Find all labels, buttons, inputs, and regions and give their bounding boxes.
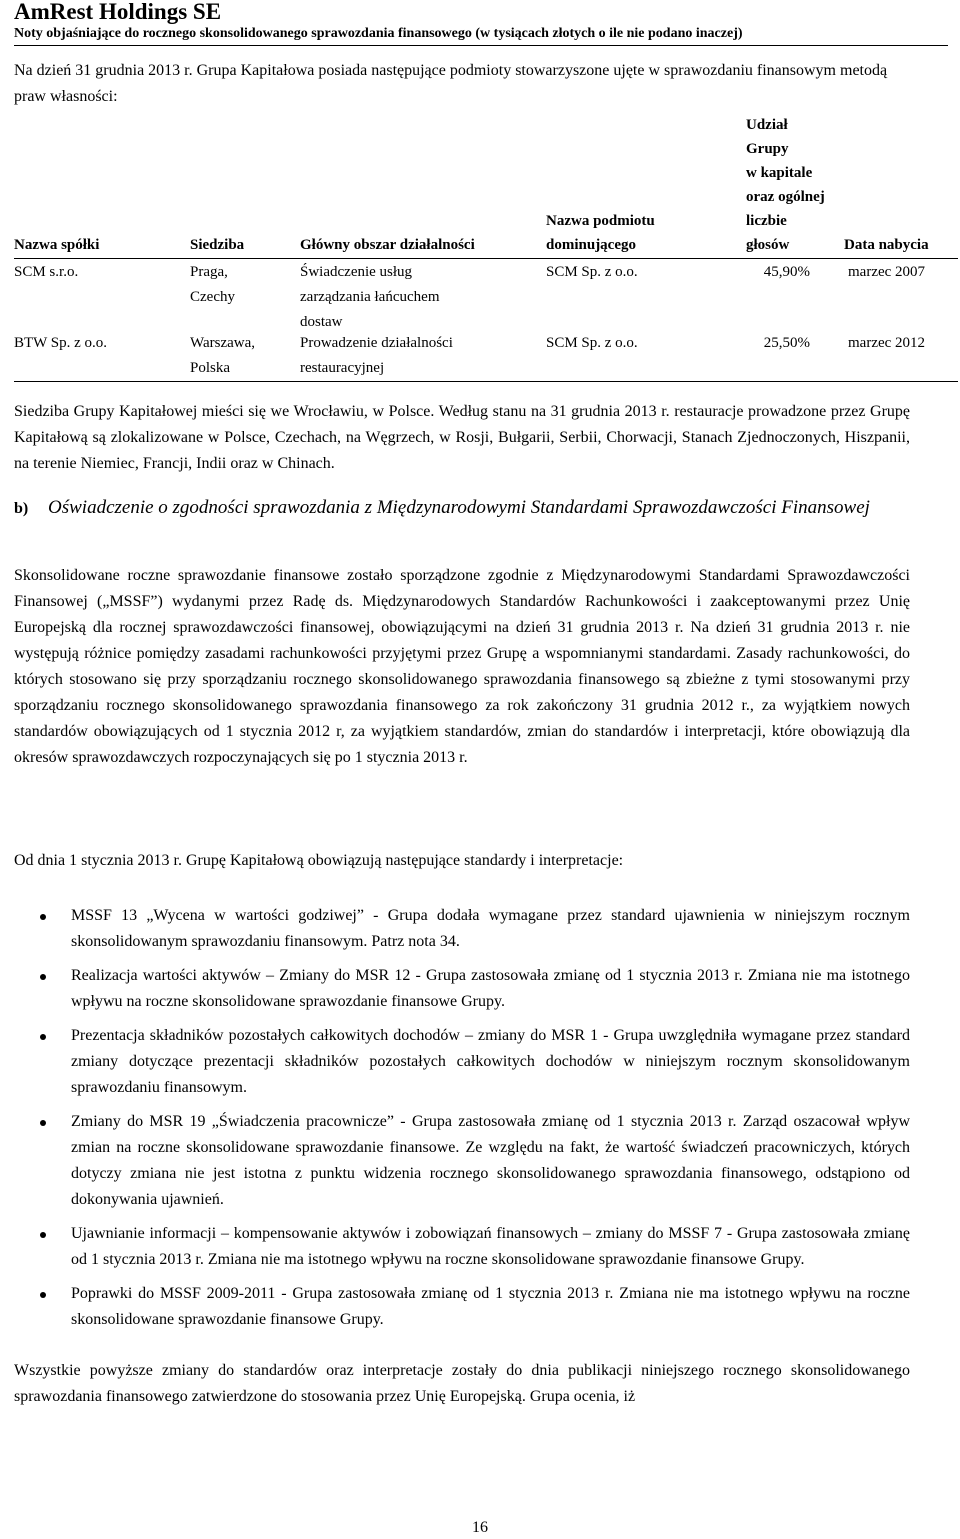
th-share-line6: głosów [746, 237, 790, 253]
row1-share: 45,90% [763, 264, 810, 280]
th-date: Data nabycia [844, 237, 929, 253]
standards-intro: Od dnia 1 stycznia 2013 r. Grupę Kapitałową obowiązują następujące standardy i interpretacje: [14, 852, 624, 869]
table-bottom-rule [14, 381, 958, 382]
standards-list [14, 903, 910, 1341]
list-item-text: Realizacja wartości aktywów – Zmiany do MSR 12 - Grupa zastosowała zmianę od 1 stycznia 2013 r. Zmiana nie ma istotnego wpływu na roczne skonsolidowane sprawozdanie finansowe Grupy. [71, 967, 910, 1010]
th-share-line1: Udział [746, 117, 788, 133]
row2-company: BTW Sp. z o.o. [14, 335, 108, 351]
row1-company: SCM s.r.o. [14, 264, 79, 280]
row2-seat-line1: Warszawa, [190, 335, 256, 351]
list-item-text: Zmiany do MSR 19 „Świadczenia pracownicze” - Grupa zastosowała zmianę od 1 stycznia 2013 r. Zarząd oszacował wpływ zmian na roczne skonsolidowane sprawozdanie finansowe. Ze względu na fakt, że wartość świadczeń pracowniczych, których dotyczy zmiana nie jest istotna z punktu widzenia rocznego skonsolidowanego sprawozdania finansowego, odstąpiono od dokonywania ujawnień. [71, 1113, 910, 1208]
row2-share: 25,50% [763, 335, 810, 351]
section-b-letter: b) [14, 500, 29, 517]
bullet-icon [40, 914, 46, 920]
th-share-line4: oraz ogólnej [746, 189, 825, 205]
th-activity: Główny obszar działalności [300, 237, 475, 253]
th-share-line3: w kapitale [746, 165, 813, 181]
page-header [14, 0, 950, 43]
list-item-text: MSSF 13 „Wycena w wartości godziwej” - Grupa dodała wymagane przez standard ujawnienia w niniejszym rocznym skonsolidowanym sprawozdaniu finansowym. Patrz nota 34. [71, 907, 910, 950]
row1-seat-line1: Praga, [190, 264, 228, 280]
page-number: 16 [472, 1519, 488, 1536]
bullet-icon [40, 1034, 46, 1040]
closing-paragraph: Wszystkie powyższe zmiany do standardów oraz interpretacje zostały do dnia publikacji niniejszego rocznego skonsolidowanego sprawozdania finansowego zatwierdzone do stosowania przez Unię Europejską. Grupa ocenia, iż [14, 1362, 910, 1405]
section-b-heading [14, 493, 934, 524]
row2-date: marzec 2012 [848, 335, 926, 351]
row1-date: marzec 2007 [848, 264, 926, 280]
list-item [14, 1221, 910, 1273]
row1-activity-line3: dostaw [300, 314, 343, 330]
list-item-text: Ujawnianie informacji – kompensowanie aktywów i zobowiązań finansowych – zmiany do MSSF 7 - Grupa zastosowała zmianę od 1 stycznia 2013 r. Zmiana nie ma istotnego wpływu na roczne skonsolidowane sprawozdanie finansowe Grupy. [71, 1225, 910, 1268]
associates-intro: Na dzień 31 grudnia 2013 r. Grupa Kapitałowa posiada następujące podmioty stowarzyszone ujęte w sprawozdaniu finansowym metodą praw własności: [14, 62, 888, 105]
th-parent-line2: dominującego [546, 237, 636, 253]
document-subtitle: Noty objaśniające do rocznego skonsolidowanego sprawozdania finansowego (w tysiącach złotych o ile nie podano inaczej) [14, 26, 743, 41]
bullet-icon [40, 974, 46, 980]
list-item [14, 903, 910, 955]
table-header-rule [14, 258, 958, 259]
row1-activity-line2: zarządzania łańcuchem [300, 289, 440, 305]
list-item-text: Prezentacja składników pozostałych całkowitych dochodów – zmiany do MSR 1 - Grupa uwzględniła wymagane przez standard zmiany dotyczące prezentacji składników pozostałych całkowitych dochodów w niniejszym rocznym skonsolidowanym sprawozdaniu finansowym. [71, 1027, 910, 1096]
row1-seat-line2: Czechy [190, 289, 235, 305]
list-item [14, 963, 910, 1015]
bullet-icon [40, 1120, 46, 1126]
header-rule [14, 45, 948, 46]
th-share-line2: Grupy [746, 141, 789, 157]
row1-activity-line1: Świadczenie usług [300, 264, 413, 280]
compliance-paragraph: Skonsolidowane roczne sprawozdanie finansowe zostało sporządzone zgodnie z Międzynarodowymi Standardami Sprawozdawczości Finansowej („MSSF”) wydanymi przez Radę ds. Międzynarodowych Standardów Rachunkowości i zaakceptowanymi przez Unię Europejską dla rocznej sprawozdawczości finansowej, obowiązującymi na dzień 31 grudnia 2013 r. Na dzień 31 grudnia 2013 r. nie występują różnice pomiędzy zasadami rachunkowości przyjętymi przez Grupę a wspomnianymi standardami. Zasady rachunkowości, do których stosowano się przy sporządzaniu rocznego skonsolidowanego sprawozdania finansowego są zbieżne z tymi stosowanymi przy sporządzaniu rocznego skonsolidowanego sprawozdania finansowego za rok zakończony 31 grudnia 2012 r., za wyjątkiem nowych standardów obowiązujących od 1 stycznia 2012 r, za wyjątkiem standardów, zmian do standardów i interpretacji, które obowiązują dla okresów sprawozdawczych rozpoczynających się po 1 stycznia 2013 r. [14, 567, 910, 766]
section-b-title: Oświadczenie o zgodności sprawozdania z Międzynarodowymi Standardami Sprawozdawczości Finansowej [48, 497, 870, 518]
bullet-icon [40, 1292, 46, 1298]
row2-activity-line1: Prowadzenie działalności [300, 335, 453, 351]
th-share-line5: liczbie [746, 213, 787, 229]
list-item [14, 1281, 910, 1333]
th-seat: Siedziba [190, 237, 245, 253]
company-name: AmRest Holdings SE [14, 0, 222, 24]
group-seat-paragraph: Siedziba Grupy Kapitałowej mieści się we Wrocławiu, w Polsce. Według stanu na 31 grudnia 2013 r. restauracje prowadzone przez Grupę Kapitałową są zlokalizowane w Polsce, Czechach, na Węgrzech, w Rosji, Bułgarii, Serbii, Chorwacji, Stanach Zjednoczonych, Hiszpanii, na terenie Niemiec, Francji, Indii oraz w Chinach. [14, 403, 910, 472]
row2-seat-line2: Polska [190, 360, 231, 376]
th-parent-line1: Nazwa podmiotu [546, 213, 655, 229]
list-item [14, 1023, 910, 1101]
list-item-text: Poprawki do MSSF 2009-2011 - Grupa zastosowała zmianę od 1 stycznia 2013 r. Zmiana nie ma istotnego wpływu na roczne skonsolidowane sprawozdanie finansowe Grupy. [71, 1285, 910, 1328]
row2-parent: SCM Sp. z o.o. [546, 335, 638, 351]
th-company: Nazwa spółki [14, 237, 100, 253]
bullet-icon [40, 1232, 46, 1238]
list-item [14, 1109, 910, 1213]
row1-parent: SCM Sp. z o.o. [546, 264, 638, 280]
row2-activity-line2: restauracyjnej [300, 360, 385, 376]
